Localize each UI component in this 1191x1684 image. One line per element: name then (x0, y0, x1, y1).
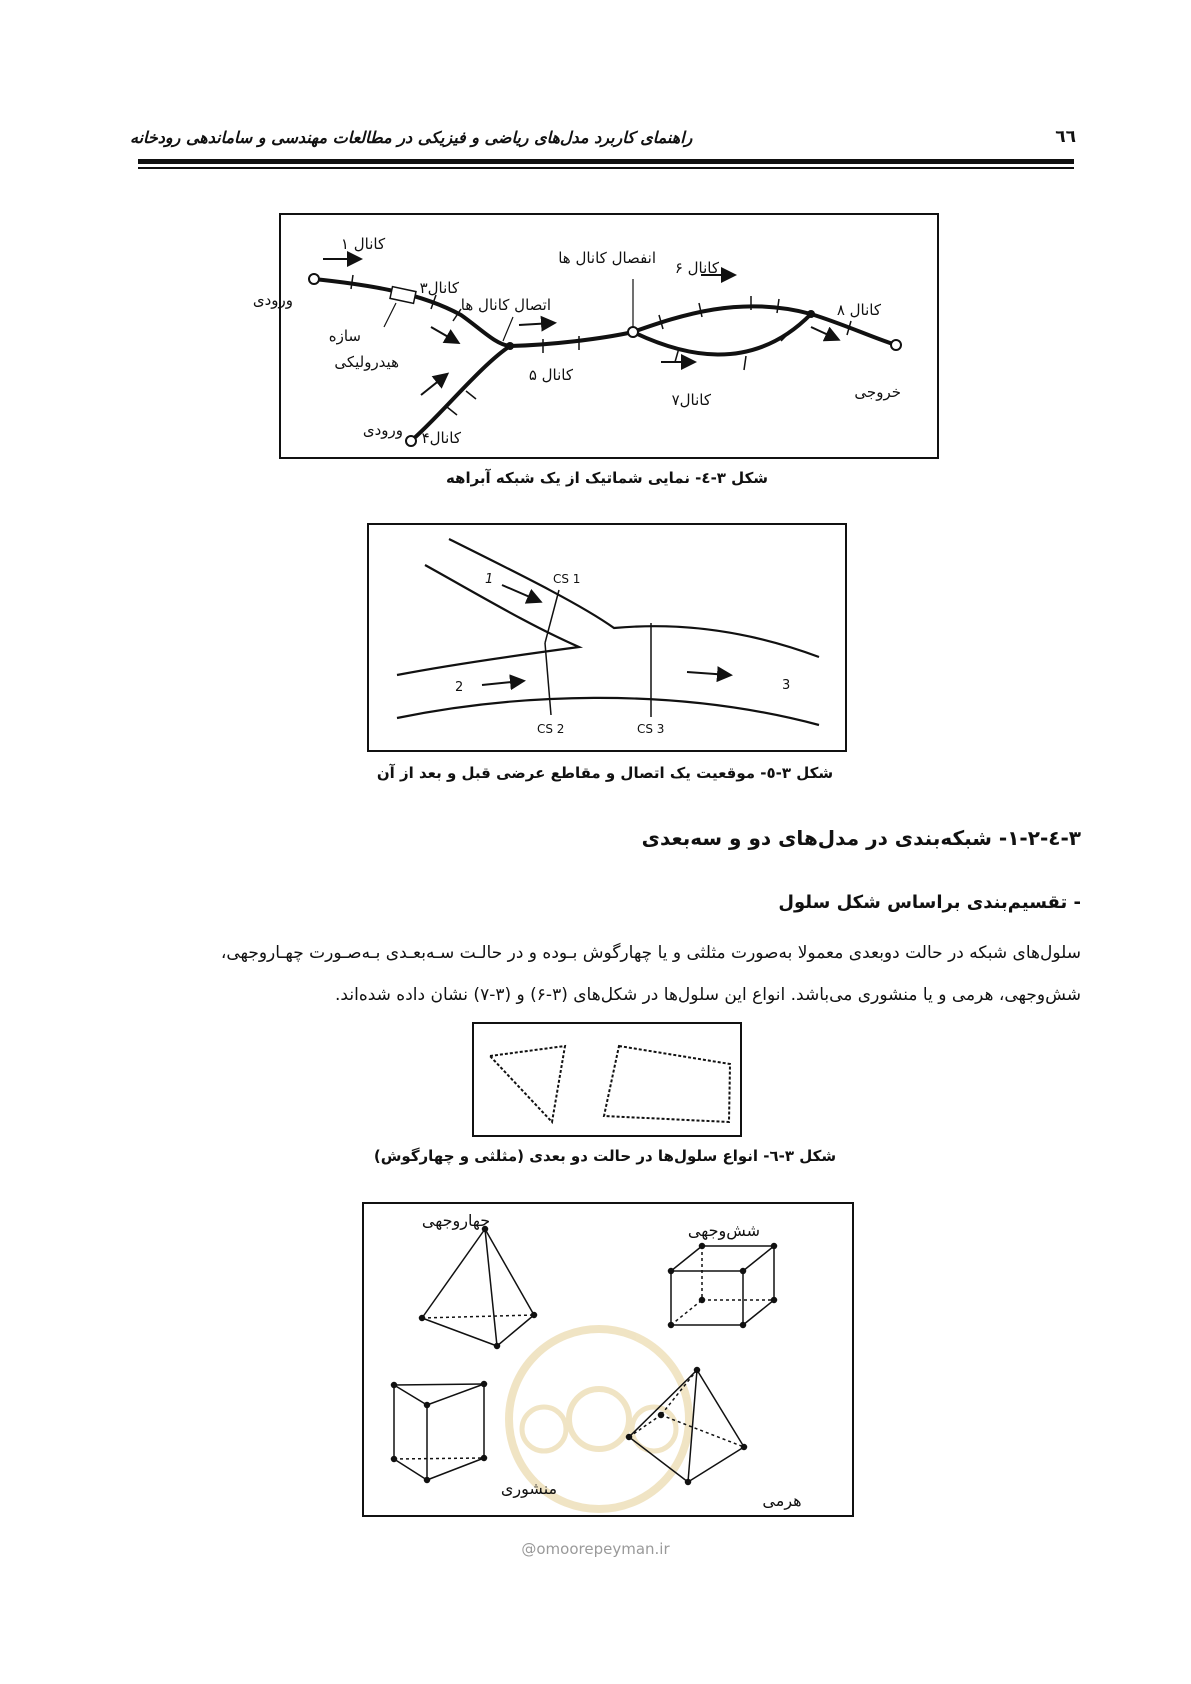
paragraph-line-1: سلول‌های شبکه در حالت دوبعدی معمولا به‌صورت مثلثی و یا چهارگوش بـوده و در حالـت سـه‌بعـدی بـه‌صـورت چهـاروجهی، (220, 943, 1081, 963)
figure-3d-cells (362, 1202, 854, 1517)
tetrahedron-shape (420, 1227, 537, 1349)
label-hydraulic: هیدرولیکی (334, 353, 399, 371)
section-heading: ۳-٤-۱-۲- شبکه‌بندی در مدل‌های دو و سه‌بعدی (641, 826, 1081, 850)
subsection-heading: - تقسیم‌بندی براساس شکل سلول (778, 892, 1081, 913)
label-inlet-1: ورودی (252, 291, 293, 309)
label-outlet: خروجی (854, 383, 901, 401)
figure-4-caption: شکل ۳-٤- نمایی شماتیک از یک شبکه آبراهه (445, 469, 769, 487)
channel-banks (397, 539, 819, 725)
cells-2d-diagram (474, 1024, 740, 1135)
label-cs2: CS 2 (537, 722, 565, 736)
junction-flow-arrows (482, 585, 729, 685)
label-canal-7: کانال۷ (671, 391, 711, 409)
hydraulic-structure-box (390, 287, 416, 304)
inlet-node-2 (406, 436, 416, 446)
label-canal-3: کانال۳ (419, 279, 459, 297)
label-pyramid: هرمی (762, 1491, 802, 1510)
label-structure: سازه (328, 327, 361, 345)
label-cs3: CS 3 (637, 722, 665, 736)
label-cs1: CS 1 (553, 572, 581, 586)
label-canal-8: کانال ۸ (836, 301, 881, 319)
figure-2d-cells (472, 1022, 742, 1137)
channel-4-line (411, 346, 510, 441)
triangle-cell (490, 1046, 565, 1122)
inlet-node-1 (309, 274, 319, 284)
figure-5-caption: شکل ۳-٥- موقعیت یک اتصال و مقاطع عرضی قبل و بعد از آن (376, 764, 834, 782)
paragraph-line-2: شش‌وجهی، هرمی و یا منشوری می‌باشد. انواع این سلول‌ها در شکل‌های (۳-۶) و (۳-۷) نشان داده شده‌اند. (335, 985, 1081, 1005)
figure-junction-cross-sections (367, 523, 847, 752)
outlet-node (891, 340, 901, 350)
label-split: انفصال کانال ها (558, 249, 656, 267)
label-canal-6: کانال ۶ (674, 259, 719, 277)
channel-5-line (510, 332, 633, 346)
cells-3d-diagram (364, 1204, 852, 1515)
flow-arrows (323, 259, 837, 395)
label-canal-4: کانال۴ (421, 429, 461, 447)
label-canal-1: کانال ۱ (340, 235, 386, 253)
site-url-watermark: @omoorepeyman.ir (521, 1540, 670, 1558)
label-branch-1: 1 (485, 572, 494, 587)
junction-leader-line (503, 317, 513, 341)
label-prism: منشوری (500, 1479, 558, 1498)
label-branch-3: 3 (782, 678, 791, 693)
figure-channel-network (252, 213, 939, 459)
structure-leader-line (384, 303, 396, 327)
quadrilateral-cell (604, 1046, 730, 1122)
label-branch-2: 2 (455, 680, 464, 695)
header-rule-thin (138, 167, 1074, 169)
running-header-title: راهنمای کاربرد مدل‌های ریاضی و فیزیکی در مطالعات مهندسی و ساماندهی رودخانه (130, 128, 693, 147)
prism-shape (392, 1382, 487, 1483)
header-rule-thick (138, 159, 1074, 164)
junction-diagram (369, 525, 845, 750)
label-inlet-2: ورودی (362, 421, 403, 439)
label-hexahedron: شش‌وجهی (687, 1221, 761, 1240)
label-canal-5: کانال ۵ (528, 366, 573, 384)
page-number: ٦٦ (1055, 127, 1076, 147)
channel-network-diagram (252, 215, 937, 457)
junction-node (506, 342, 514, 350)
figure-6-caption: شکل ۳-٦- انواع سلول‌ها در حالت دو بعدی (مثلثی و چهارگوش) (373, 1147, 837, 1165)
merge-node (807, 310, 815, 318)
split-node (628, 327, 638, 337)
label-junction: اتصال کانال ها (460, 296, 551, 314)
label-tetrahedron: چهاروجهی (421, 1211, 491, 1230)
hexahedron-shape (669, 1244, 777, 1328)
